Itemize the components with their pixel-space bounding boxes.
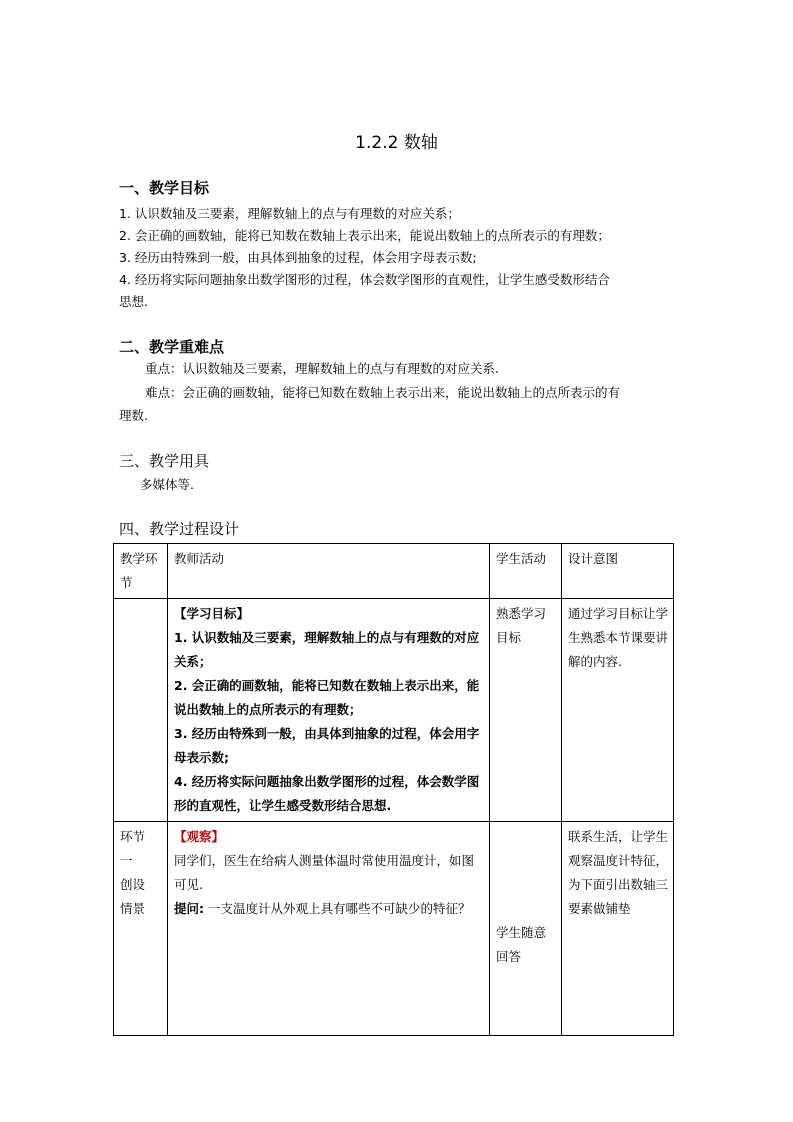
s1-item-1: 1. 认识数轴及三要素，理解数轴上的点与有理数的对应关系； [119, 206, 460, 221]
table-row [114, 599, 674, 822]
row2-stage-2: 一 [120, 853, 133, 868]
row1-stage [114, 599, 168, 822]
table-header-row [114, 544, 674, 599]
s3-body: 多媒体等. [140, 477, 194, 492]
row2-stage [114, 822, 168, 1036]
page-title: 1.2.2 数轴 [355, 133, 438, 153]
section-4-heading: 四、教学过程设计 [119, 520, 240, 538]
row2-teacher [168, 822, 490, 1036]
row1-line-2: 2. 会正确的画数轴，能将已知数在数轴上表示出来，能说出数轴上的点所表示的有理数； [174, 678, 480, 717]
row2-student-text: 学生随意回答 [496, 925, 547, 964]
s1-item-4-cont: 思想. [119, 294, 148, 309]
row1-line-3: 3. 经历由特殊到一般，由具体到抽象的过程，体会用字母表示数; [174, 726, 480, 765]
process-table [113, 543, 674, 1036]
s1-item-4: 4. 经历将实际问题抽象出数学图形的过程，体会数学图形的直观性，让学生感受数形结合 [119, 272, 610, 287]
row2-stage-4: 情景 [120, 901, 146, 916]
question-text: 一支温度计从外观上具有哪些不可缺少的特征？ [204, 901, 471, 916]
row1-tag: 【学习目标】 [174, 606, 250, 621]
row1-intent: 通过学习目标让学生熟悉本节课要讲解的内容. [562, 599, 674, 822]
row2-stage-1: 环节 [120, 829, 146, 844]
row1-line-1: 1. 认识数轴及三要素，理解数轴上的点与有理数的对应关系； [174, 630, 480, 669]
table-row [114, 822, 674, 1036]
row2-stage-3: 创设 [120, 877, 146, 892]
row1-line-4: 4. 经历将实际问题抽象出数学图形的过程，体会数学图形的直观性，让学生感受数形结合思想. [174, 774, 480, 813]
header-student: 学生活动 [490, 544, 562, 599]
section-3-heading: 三、教学用具 [119, 452, 210, 470]
s2-difficulty-cont: 理数. [119, 408, 148, 423]
row1-student: 熟悉学习目标 [490, 599, 562, 822]
header-intent: 设计意图 [562, 544, 674, 599]
s2-key-point: 重点：认识数轴及三要素，理解数轴上的点与有理数的对应关系. [145, 361, 499, 376]
s1-item-2: 2. 会正确的画数轴，能将已知数在数轴上表示出来，能说出数轴上的点所表示的有理数； [119, 228, 610, 243]
row2-line-1: 同学们，医生在给病人测量体温时常使用温度计，如图可见. [174, 853, 475, 892]
s1-item-3: 3. 经历由特殊到一般，由具体到抽象的过程，体会用字母表示数; [119, 250, 477, 265]
question-label: 提问: [174, 901, 204, 916]
row2-tag: 【观察】 [174, 829, 225, 844]
section-2-heading: 二、教学重难点 [119, 338, 225, 356]
section-1-heading: 一、教学目标 [119, 179, 210, 197]
s2-difficulty: 难点：会正确的画数轴，能将已知数在数轴上表示出来，能说出数轴上的点所表示的有 [145, 385, 621, 400]
row2-student [490, 822, 562, 1036]
header-teacher: 教师活动 [168, 544, 490, 599]
header-stage: 教学环节 [114, 544, 168, 599]
row2-question [174, 897, 484, 921]
row2-intent: 联系生活，让学生观察温度计特征，为下面引出数轴三要素做铺垫 [562, 822, 674, 1036]
row1-teacher [168, 599, 490, 822]
